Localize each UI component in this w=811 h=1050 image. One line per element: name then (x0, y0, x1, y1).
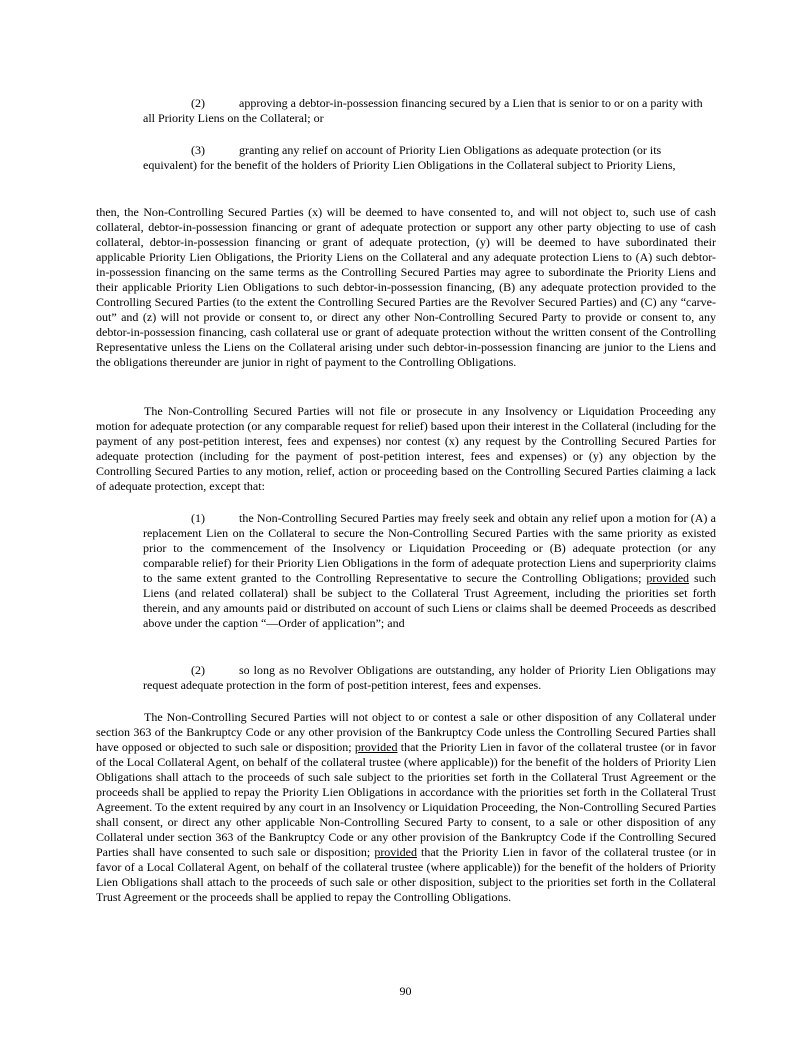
paragraph-text-continued: that the Priority Lien in favor of the collateral trustee (or in favor of the Local Collateral Agent, on behalf of the collateral trustee (where applicable)) for the benefit of the holders of Priority Lien Obligations shall attach to the proceeds of such sale subject to the priorities set forth in the Collateral Trust Agreement or the proceeds shall be applied to repay the Priority Lien Obligations in accordance with the priorities set forth in the Collateral Trust Agreement. To the extent required by any court in an Insolvency or Liquidation Proceeding, the Non-Controlling Secured Parties shall consent, or direct any other applicable Non-Controlling Secured Party to consent, to a sale or other disposition of any Collateral under section 363 of the Bankruptcy Code or any other provision of the Bankruptcy Code if the Controlling Secured Parties shall have consented to such sale or disposition; (96, 740, 716, 859)
paragraph-sale-disposition (96, 710, 716, 905)
clause-text: approving a debtor-in-possession financing secured by a Lien that is senior to or on a parity with all Priority Liens on the Collateral; or (143, 96, 703, 125)
provided-term: provided (354, 740, 398, 754)
clause-3-relief (143, 143, 716, 173)
provided-term: provided (646, 571, 690, 585)
paragraph-text: The Non-Controlling Secured Parties will not object to or contest a sale or other disposition of any Collateral under section 363 of the Bankruptcy Code or any other provision of the Bankruptcy Code unless the Controlling Secured Parties shall have opposed or objected to such sale or disposition; (96, 710, 716, 754)
clause-text-continued: such Liens (and related collateral) shall be subject to the Collateral Trust Agreement, including the priorities set forth therein, and any amounts paid or distributed on account of such Liens or claims shall be deemed Proceeds as described above under the caption “—Order of application”; and (143, 571, 716, 630)
clause-number: (3) (191, 143, 205, 157)
clause-text: the Non-Controlling Secured Parties may freely seek and obtain any relief upon a motion for (A) a replacement Lien on the Collateral to secure the Non-Controlling Secured Parties with the same priority as existed prior to the commencement of the Insolvency or Liquidation Proceeding or (B) adequate protection (or any comparable relief) for their Priority Lien Obligations in the form of adequate protection Liens and superpriority claims to the same extent granted to the Controlling Representative to secure the Controlling Obligations; (143, 511, 716, 585)
page-number: 90 (399, 984, 412, 998)
clause-2-dip-financing (143, 96, 716, 126)
paragraph-adequate-protection: The Non-Controlling Secured Parties will not file or prosecute in any Insolvency or Liquidation Proceeding any motion for adequate protection (or any comparable request for relief) based upon their interest in the Collateral (including for the payment of any post-petition interest, fees and expenses) nor contest (x) any request by the Controlling Secured Parties for adequate protection (including for the payment of post-petition interest, fees and expenses) or (y) any objection by the Controlling Secured Parties to any motion, relief, action or proceeding based on the Controlling Secured Parties claiming a lack of adequate protection, except that: (96, 404, 716, 493)
clause-number: (1) (191, 511, 205, 525)
clause-1-replacement-lien (143, 511, 716, 631)
provided-term: provided (374, 845, 417, 859)
clause-2-post-petition (143, 663, 716, 693)
clause-text: so long as no Revolver Obligations are outstanding, any holder of Priority Lien Obligations may request adequate protection in the form of post-petition interest, fees and expenses. (143, 663, 716, 692)
clause-number: (2) (191, 663, 205, 677)
clause-text: granting any relief on account of Priority Lien Obligations as adequate protection (or its equivalent) for the benefit of the holders of Priority Lien Obligations in the Collateral subject to Priority Liens, (143, 143, 676, 172)
paragraph-then-consent: then, the Non-Controlling Secured Parties (x) will be deemed to have consented to, and will not object to, such use of cash collateral, debtor-in-possession financing or grant of adequate protection or support any other party objecting to use of cash collateral, debtor-in-possession financing or grant of adequate protection, (y) will be deemed to have subordinated their applicable Priority Lien Obligations, the Priority Liens on the Collateral and any adequate protection Liens to (A) such debtor-in-possession financing on the same terms as the Controlling Secured Parties may agree to subordinate the Priority Liens and their applicable Priority Lien Obligations to such debtor-in-possession financing, (B) any adequate protection provided to the Controlling Secured Parties (to the extent the Controlling Secured Parties are the Revolver Secured Parties) and (C) any “carve-out” and (z) will not provide or consent to, or direct any other Non-Controlling Secured Party to provide or consent to, any debtor-in-possession financing, cash collateral use or grant of adequate protection without the written consent of the Controlling Representative unless the Liens on the Collateral arising under such debtor-in-possession financing are junior to the Liens and the obligations thereunder are junior in right of payment to the Controlling Obligations. (96, 205, 716, 369)
clause-number: (2) (191, 96, 205, 110)
paragraph-text-final: that the Priority Lien in favor of the collateral trustee (or in favor of a Local Collateral Agent, on behalf of the collateral trustee (where applicable)) for the benefit of the holders of Priority Lien Obligations shall attach to the proceeds of such sale or other disposition, subject to the priorities set forth in the Collateral Trust Agreement or the proceeds shall be applied to repay the Controlling Obligations. (96, 845, 717, 904)
